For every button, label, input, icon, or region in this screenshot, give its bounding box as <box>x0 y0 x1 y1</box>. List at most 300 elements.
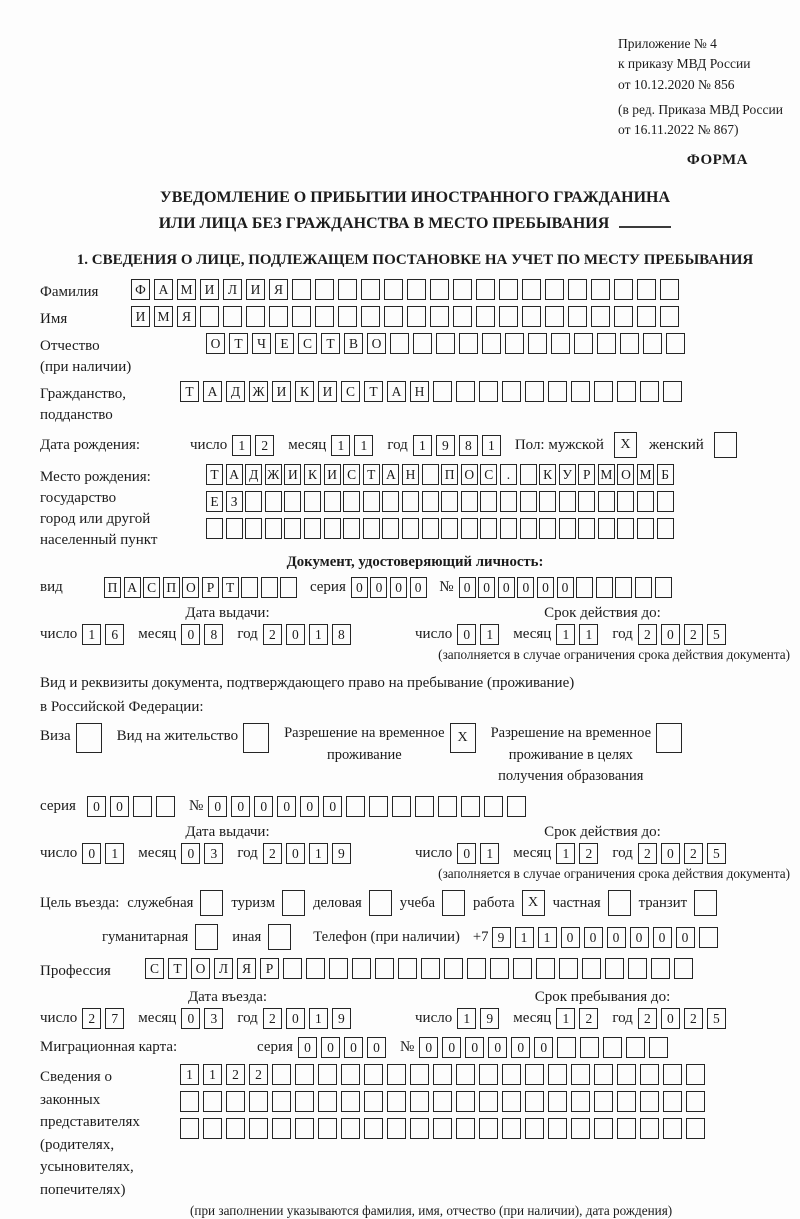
char-box: Т <box>364 381 383 402</box>
char-box <box>663 1091 682 1112</box>
char-box <box>628 958 647 979</box>
char-box <box>272 1064 291 1085</box>
char-box: 0 <box>442 1037 461 1058</box>
char-box <box>499 279 518 300</box>
char-box: 1 <box>482 435 501 456</box>
char-box: 0 <box>390 577 407 598</box>
char-box: С <box>480 464 497 485</box>
char-box <box>617 518 634 539</box>
identity-type-boxes <box>104 577 300 598</box>
char-box <box>363 518 380 539</box>
char-box <box>637 279 656 300</box>
char-box <box>226 1091 245 1112</box>
char-box <box>617 1118 636 1139</box>
migration-number-boxes <box>419 1037 672 1058</box>
purpose-tourism-checkbox <box>282 890 305 916</box>
residence-valid-col <box>415 824 790 864</box>
char-box: 1 <box>180 1064 199 1085</box>
char-box: О <box>367 333 386 354</box>
char-box <box>637 518 654 539</box>
entry-month-boxes <box>181 1008 227 1029</box>
char-box: Т <box>229 333 248 354</box>
char-box: 1 <box>538 927 557 948</box>
char-box <box>660 279 679 300</box>
identity-valid-heading: Срок действия до: <box>544 605 661 622</box>
blank-underline <box>619 215 671 228</box>
appendix-line-1: Приложение № 4 <box>618 36 717 51</box>
char-box: 0 <box>82 843 101 864</box>
residence-permit-checkbox <box>243 723 269 753</box>
char-box: Я <box>237 958 256 979</box>
birthplace-row3-boxes <box>206 518 676 539</box>
char-box: 0 <box>321 1037 340 1058</box>
purpose-work-checkbox: X <box>522 890 545 916</box>
char-box: К <box>304 464 321 485</box>
char-box: 0 <box>181 624 200 645</box>
char-box: 0 <box>661 624 680 645</box>
temporary-residence-checkbox: X <box>450 723 476 753</box>
char-box <box>476 306 495 327</box>
char-box: И <box>324 464 341 485</box>
purpose-label: Цель въезда: <box>40 894 120 911</box>
residence-valid-month-boxes <box>556 843 602 864</box>
identity-issue-day-boxes <box>82 624 128 645</box>
residence-dates <box>40 824 790 864</box>
representatives-label-line5: усыновителях, <box>40 1159 134 1176</box>
char-box <box>407 279 426 300</box>
purpose-humanitarian-label: гуманитарная <box>102 928 189 945</box>
purpose-official-label: служебная <box>127 894 194 911</box>
char-box <box>156 796 175 817</box>
char-box <box>548 1118 567 1139</box>
char-box <box>525 1118 544 1139</box>
char-box: 2 <box>684 843 703 864</box>
char-box <box>520 518 537 539</box>
surname-row <box>40 279 790 303</box>
number-word: № <box>439 579 454 596</box>
entry-date-heading: Дата въезда: <box>187 989 268 1006</box>
representatives-label-line2: законных <box>40 1091 101 1108</box>
citizenship-row <box>40 381 790 426</box>
purpose-humanitarian-checkbox <box>195 924 218 950</box>
char-box <box>479 1064 498 1085</box>
char-box <box>292 279 311 300</box>
char-box: 0 <box>410 577 427 598</box>
char-box <box>338 306 357 327</box>
identity-doc-heading: Документ, удостоверяющий личность: <box>286 554 544 571</box>
char-box: А <box>124 577 141 598</box>
birthplace-boxes-col <box>206 464 676 545</box>
char-box <box>580 1037 599 1058</box>
char-box: С <box>341 381 360 402</box>
char-box <box>456 1091 475 1112</box>
representatives-row2-boxes <box>180 1091 709 1112</box>
char-box: 0 <box>87 796 106 817</box>
temporary-residence-label-line2: проживание <box>326 746 402 763</box>
char-box: Я <box>269 279 288 300</box>
char-box: 2 <box>263 1008 282 1029</box>
char-box: 9 <box>332 843 351 864</box>
month-word: месяц <box>513 626 552 643</box>
number-word: № <box>188 798 204 815</box>
char-box <box>614 279 633 300</box>
char-box: 0 <box>110 796 129 817</box>
validity-note: (заполняется в случае ограничения срока действия документа) <box>438 647 790 663</box>
char-box <box>382 491 399 512</box>
birthplace-label <box>40 464 206 551</box>
temporary-residence-education-label-line3: получения образования <box>498 768 644 785</box>
char-box: А <box>387 381 406 402</box>
validity-note: (заполняется в случае ограничения срока действия документа) <box>438 866 790 882</box>
year-word: год <box>237 1010 258 1027</box>
char-box: 0 <box>511 1037 530 1058</box>
char-box <box>304 518 321 539</box>
char-box <box>536 958 555 979</box>
char-box <box>635 577 652 598</box>
char-box <box>223 306 242 327</box>
char-box: Д <box>245 464 262 485</box>
char-box <box>617 491 634 512</box>
char-box <box>433 1118 452 1139</box>
char-box <box>574 333 593 354</box>
char-box: Т <box>168 958 187 979</box>
char-box: Р <box>202 577 219 598</box>
char-box: 0 <box>661 1008 680 1029</box>
char-box: 2 <box>638 624 657 645</box>
char-box: 1 <box>105 843 124 864</box>
identity-issue-year-boxes <box>263 624 355 645</box>
char-box: 1 <box>309 1008 328 1029</box>
char-box: М <box>154 306 173 327</box>
char-box <box>520 464 537 485</box>
residence-valid-heading: Срок действия до: <box>544 824 661 841</box>
char-box <box>364 1064 383 1085</box>
char-box <box>361 306 380 327</box>
char-box <box>655 577 672 598</box>
representatives-label-line3: представителях <box>40 1114 140 1131</box>
char-box: А <box>226 464 243 485</box>
char-box: П <box>163 577 180 598</box>
residence-permit-option <box>117 723 269 753</box>
char-box: 0 <box>517 577 534 598</box>
char-box <box>407 306 426 327</box>
char-box <box>482 333 501 354</box>
char-box: 2 <box>684 624 703 645</box>
char-box <box>352 958 371 979</box>
char-box <box>410 1064 429 1085</box>
char-box: 2 <box>684 1008 703 1029</box>
char-box <box>433 1091 452 1112</box>
char-box <box>341 1064 360 1085</box>
char-box <box>422 518 439 539</box>
char-box <box>433 381 452 402</box>
purpose-business-checkbox <box>369 890 392 916</box>
representatives-label-line6: попечителях) <box>40 1181 126 1198</box>
profession-boxes <box>145 958 697 979</box>
char-box <box>505 333 524 354</box>
char-box <box>598 518 615 539</box>
edition-line-2: от 16.11.2022 № 867) <box>618 122 739 137</box>
birthplace-label-line3: город или другой <box>40 511 151 528</box>
char-box <box>226 1118 245 1139</box>
char-box <box>528 333 547 354</box>
temporary-residence-label-line1: Разрешение на временное <box>284 724 445 741</box>
citizenship-boxes <box>180 381 686 402</box>
char-box <box>283 958 302 979</box>
char-box <box>500 518 517 539</box>
char-box: 2 <box>579 1008 598 1029</box>
char-box <box>363 491 380 512</box>
char-box: . <box>500 464 517 485</box>
char-box: 0 <box>534 1037 553 1058</box>
char-box: Е <box>275 333 294 354</box>
char-box: С <box>343 464 360 485</box>
char-box <box>315 306 334 327</box>
char-box: 0 <box>676 927 695 948</box>
day-word: число <box>415 1010 453 1027</box>
char-box: 0 <box>286 624 305 645</box>
birth-date-label: Дата рождения: <box>40 436 141 453</box>
char-box <box>674 958 693 979</box>
char-box <box>568 306 587 327</box>
birth-month-boxes <box>331 435 377 456</box>
char-box <box>591 279 610 300</box>
birth-date-row <box>40 432 790 458</box>
temporary-residence-option <box>284 723 475 767</box>
char-box: О <box>182 577 199 598</box>
char-box <box>269 306 288 327</box>
char-box <box>626 1037 645 1058</box>
birth-day-boxes <box>232 435 278 456</box>
year-word: год <box>612 626 633 643</box>
title-line-1: УВЕДОМЛЕНИЕ О ПРИБЫТИИ ИНОСТРАННОГО ГРАЖДАНИНА <box>159 189 671 207</box>
residence-intro-line1: Вид и реквизиты документа, подтверждающего право на пребывание (проживание) <box>40 675 575 692</box>
char-box <box>304 491 321 512</box>
stay-dates <box>40 989 790 1029</box>
char-box <box>594 1064 613 1085</box>
temporary-residence-education-label <box>491 723 651 788</box>
char-box <box>637 306 656 327</box>
identity-valid-date <box>415 624 790 645</box>
char-box: Т <box>363 464 380 485</box>
char-box <box>578 491 595 512</box>
char-box <box>467 958 486 979</box>
purpose-other-checkbox <box>268 924 291 950</box>
representatives-block <box>40 1064 790 1201</box>
visa-option <box>40 723 102 753</box>
visa-label: Виза <box>40 727 71 744</box>
form-word: ФОРМА <box>686 152 748 169</box>
char-box: 3 <box>204 843 223 864</box>
char-box <box>461 518 478 539</box>
char-box <box>522 279 541 300</box>
char-box <box>410 1091 429 1112</box>
char-box: 8 <box>204 624 223 645</box>
char-box <box>364 1118 383 1139</box>
temporary-residence-education-checkbox <box>656 723 682 753</box>
char-box: 0 <box>300 796 319 817</box>
char-box <box>699 927 718 948</box>
section1-heading: 1. СВЕДЕНИЯ О ЛИЦЕ, ПОДЛЕЖАЩЕМ ПОСТАНОВКЕ НА УЧЕТ ПО МЕСТУ ПРЕБЫВАНИЯ <box>76 252 754 269</box>
char-box <box>433 1064 452 1085</box>
residence-issue-month-boxes <box>181 843 227 864</box>
char-box: Ж <box>265 464 282 485</box>
char-box <box>522 306 541 327</box>
char-box <box>459 333 478 354</box>
char-box: 2 <box>263 624 282 645</box>
title-line-2 <box>40 211 790 237</box>
patronymic-label <box>40 333 206 378</box>
temporary-residence-label <box>284 723 444 767</box>
char-box: 0 <box>488 1037 507 1058</box>
char-box <box>402 518 419 539</box>
char-box: 0 <box>457 843 476 864</box>
char-box <box>557 1037 576 1058</box>
char-box <box>640 1064 659 1085</box>
char-box <box>346 796 365 817</box>
char-box <box>637 491 654 512</box>
char-box: 0 <box>478 577 495 598</box>
char-box <box>410 1118 429 1139</box>
char-box <box>597 333 616 354</box>
char-box: О <box>461 464 478 485</box>
representatives-label-line1: Сведения о <box>40 1069 112 1086</box>
residence-series-row <box>40 796 790 817</box>
char-box: 0 <box>561 927 580 948</box>
char-box <box>249 1118 268 1139</box>
char-box: 0 <box>584 927 603 948</box>
char-box: И <box>284 464 301 485</box>
char-box: Ф <box>131 279 150 300</box>
citizenship-label <box>40 381 180 426</box>
char-box <box>392 796 411 817</box>
char-box <box>615 577 632 598</box>
char-box <box>559 958 578 979</box>
char-box <box>318 1091 337 1112</box>
char-box: 0 <box>607 927 626 948</box>
char-box: К <box>295 381 314 402</box>
residence-series-boxes <box>87 796 179 817</box>
purpose-official-checkbox <box>200 890 223 916</box>
char-box <box>382 518 399 539</box>
appendix-line-2: к приказу МВД России <box>618 56 751 72</box>
char-box <box>284 491 301 512</box>
char-box <box>559 518 576 539</box>
char-box <box>640 381 659 402</box>
char-box: Т <box>206 464 223 485</box>
char-box <box>324 491 341 512</box>
char-box <box>480 491 497 512</box>
char-box <box>315 279 334 300</box>
char-box <box>180 1091 199 1112</box>
char-box <box>272 1091 291 1112</box>
stay-until-col <box>415 989 790 1029</box>
char-box: Т <box>321 333 340 354</box>
char-box <box>617 381 636 402</box>
char-box <box>265 491 282 512</box>
char-box: Б <box>657 464 674 485</box>
char-box <box>605 958 624 979</box>
char-box: А <box>203 381 222 402</box>
char-box: 1 <box>354 435 373 456</box>
char-box: 0 <box>367 1037 386 1058</box>
char-box: 9 <box>436 435 455 456</box>
char-box <box>292 306 311 327</box>
char-box <box>387 1064 406 1085</box>
char-box: 0 <box>254 796 273 817</box>
char-box <box>643 333 662 354</box>
char-box: 0 <box>537 577 554 598</box>
char-box: 1 <box>309 843 328 864</box>
char-box <box>660 306 679 327</box>
residence-issue-day-boxes <box>82 843 128 864</box>
birth-year-boxes <box>413 435 505 456</box>
char-box <box>571 381 590 402</box>
sex-male-label: Пол: мужской <box>514 436 604 453</box>
char-box <box>343 518 360 539</box>
char-box <box>441 518 458 539</box>
identity-series-boxes <box>351 577 429 598</box>
char-box <box>329 958 348 979</box>
day-word: число <box>415 845 453 862</box>
char-box: Ж <box>249 381 268 402</box>
identity-dates <box>40 605 790 645</box>
purpose-work-label: работа <box>473 894 515 911</box>
char-box <box>686 1118 705 1139</box>
char-box <box>571 1091 590 1112</box>
identity-valid-col <box>415 605 790 645</box>
visa-checkbox <box>76 723 102 753</box>
residence-intro-line2: в Российской Федерации: <box>40 698 204 715</box>
char-box <box>284 518 301 539</box>
char-box: 0 <box>351 577 368 598</box>
temporary-residence-education-label-line2: проживание в целях <box>508 746 633 763</box>
purpose-transit-label: транзит <box>638 894 687 911</box>
char-box <box>548 1064 567 1085</box>
char-box: 2 <box>263 843 282 864</box>
number-word: № <box>399 1039 415 1056</box>
patronymic-label-line2: (при наличии) <box>40 359 132 376</box>
char-box <box>361 279 380 300</box>
char-box <box>206 518 223 539</box>
char-box <box>415 796 434 817</box>
char-box: Ч <box>252 333 271 354</box>
char-box: О <box>206 333 225 354</box>
char-box: 0 <box>370 577 387 598</box>
char-box: П <box>441 464 458 485</box>
char-box: 1 <box>480 624 499 645</box>
char-box <box>479 1118 498 1139</box>
char-box: Т <box>180 381 199 402</box>
char-box <box>200 306 219 327</box>
char-box <box>456 1064 475 1085</box>
identity-valid-day-boxes <box>457 624 503 645</box>
year-word: год <box>387 436 408 453</box>
char-box: 1 <box>82 624 101 645</box>
residence-issue-col <box>40 824 415 864</box>
char-box: Л <box>223 279 242 300</box>
char-box <box>265 518 282 539</box>
char-box <box>402 491 419 512</box>
month-word: месяц <box>288 436 327 453</box>
char-box: 5 <box>707 624 726 645</box>
char-box <box>295 1064 314 1085</box>
char-box: 1 <box>515 927 534 948</box>
char-box <box>571 1064 590 1085</box>
char-box <box>422 464 439 485</box>
purpose-other-label: иная <box>232 928 262 945</box>
char-box: М <box>598 464 615 485</box>
